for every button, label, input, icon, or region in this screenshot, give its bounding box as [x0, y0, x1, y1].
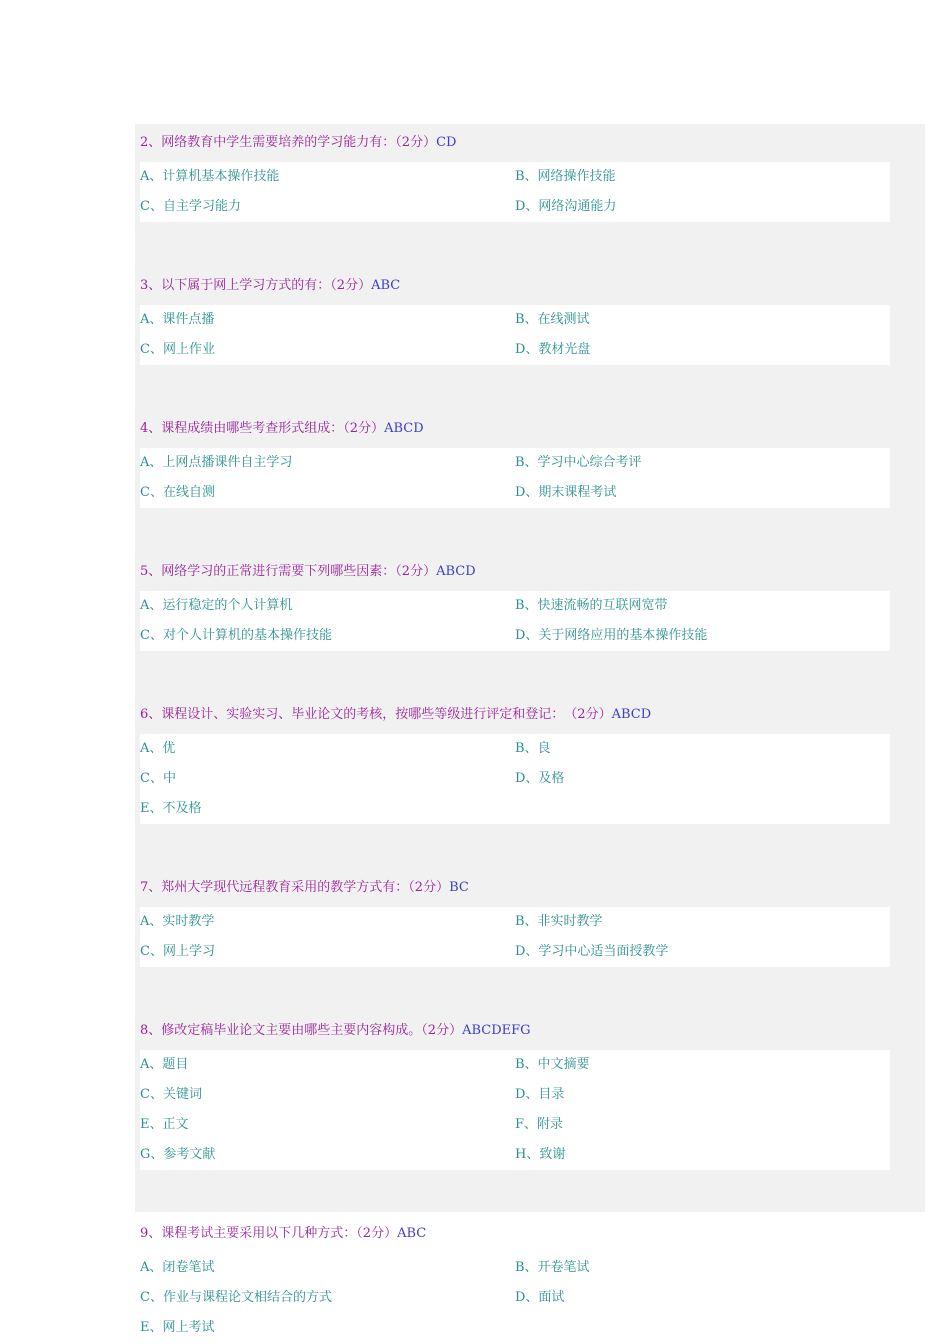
option-d[interactable]: D、期末课程考试 [515, 485, 617, 500]
option-c[interactable]: C、网上作业 [140, 342, 215, 357]
option-b[interactable]: B、开卷笔试 [515, 1260, 590, 1275]
options-grid [140, 305, 890, 365]
option-c[interactable]: C、关键词 [140, 1087, 202, 1102]
option-f[interactable]: F、附录 [515, 1117, 564, 1132]
question-number: 8、 [140, 1023, 162, 1038]
question-block [140, 553, 890, 651]
question-block [140, 869, 890, 967]
option-a[interactable]: A、运行稳定的个人计算机 [140, 598, 293, 613]
option-c[interactable]: C、网上学习 [140, 944, 215, 959]
option-b[interactable]: B、网络操作技能 [515, 169, 616, 184]
question-score: （2分） [395, 135, 437, 150]
question-text: 以下属于网上学习方式的有： [161, 278, 331, 293]
option-d[interactable]: D、学习中心适当面授教学 [515, 944, 669, 959]
option-e[interactable]: E、正文 [140, 1117, 189, 1132]
question-title [140, 267, 890, 305]
question-score: （2分） [570, 707, 612, 722]
options-grid [140, 907, 890, 967]
question-score: （2分） [356, 1226, 398, 1241]
option-b[interactable]: B、在线测试 [515, 312, 590, 327]
option-c[interactable]: C、在线自测 [140, 485, 215, 500]
option-a[interactable]: A、实时教学 [140, 914, 215, 929]
option-g[interactable]: G、参考文献 [140, 1147, 216, 1162]
question-title [140, 1215, 890, 1253]
question-number: 6、 [140, 707, 162, 722]
spacer [135, 651, 925, 696]
question-score: （2分） [421, 1023, 463, 1038]
option-d[interactable]: D、关于网络应用的基本操作技能 [515, 628, 708, 643]
question-text: 课程成绩由哪些考查形式组成： [161, 421, 344, 436]
question-text: 修改定稿毕业论文主要由哪些主要内容构成。 [161, 1023, 422, 1038]
options-grid [140, 591, 890, 651]
question-answer: BC [449, 880, 469, 895]
question-text: 课程考试主要采用以下几种方式： [161, 1226, 357, 1241]
option-d[interactable]: D、及格 [515, 771, 565, 786]
option-a[interactable]: A、题目 [140, 1057, 189, 1072]
question-number: 4、 [140, 421, 162, 436]
question-score: （2分） [343, 421, 385, 436]
option-c[interactable]: C、中 [140, 771, 176, 786]
option-a[interactable]: A、优 [140, 741, 176, 756]
question-answer: ABCD [384, 421, 424, 436]
option-c[interactable]: C、作业与课程论文相结合的方式 [140, 1290, 332, 1305]
question-block [140, 410, 890, 508]
spacer [135, 508, 925, 553]
question-text: 网络教育中学生需要培养的学习能力有： [161, 135, 396, 150]
question-title [140, 124, 890, 162]
question-block [140, 267, 890, 365]
question-answer: ABCD [611, 707, 652, 722]
spacer [135, 222, 925, 267]
question-title [140, 553, 890, 591]
options-grid [140, 734, 890, 824]
options-grid [140, 448, 890, 508]
question-title [140, 869, 890, 907]
spacer [135, 967, 925, 1012]
option-b[interactable]: B、中文摘要 [515, 1057, 590, 1072]
option-empty [515, 794, 890, 824]
option-d[interactable]: D、目录 [515, 1087, 565, 1102]
option-e[interactable]: E、网上考试 [140, 1320, 215, 1335]
question-score: （2分） [408, 880, 450, 895]
option-d[interactable]: D、网络沟通能力 [515, 199, 617, 214]
question-block [140, 696, 890, 824]
spacer [135, 1170, 925, 1215]
option-a[interactable]: A、课件点播 [140, 312, 215, 327]
question-answer: ABC [371, 278, 401, 293]
question-block [140, 1012, 890, 1170]
options-grid [140, 1253, 890, 1343]
spacer [135, 365, 925, 410]
question-number: 2、 [140, 135, 162, 150]
option-d[interactable]: D、面试 [515, 1290, 565, 1305]
option-a[interactable]: A、计算机基本操作技能 [140, 169, 280, 184]
option-e[interactable]: E、不及格 [140, 801, 202, 816]
option-a[interactable]: A、闭卷笔试 [140, 1260, 215, 1275]
question-text: 网络学习的正常进行需要下列哪些因素： [161, 564, 396, 579]
question-title [140, 696, 890, 734]
option-b[interactable]: B、快速流畅的互联网宽带 [515, 598, 668, 613]
option-d[interactable]: D、教材光盘 [515, 342, 591, 357]
question-number: 5、 [140, 564, 162, 579]
option-c[interactable]: C、自主学习能力 [140, 199, 241, 214]
question-score: （2分） [395, 564, 437, 579]
question-score: （2分） [330, 278, 372, 293]
question-number: 9、 [140, 1226, 162, 1241]
question-answer: ABCD [436, 564, 476, 579]
option-c[interactable]: C、对个人计算机的基本操作技能 [140, 628, 332, 643]
option-empty [515, 1313, 890, 1343]
option-b[interactable]: B、良 [515, 741, 551, 756]
question-block [140, 124, 890, 222]
question-text: 课程设计、实验实习、毕业论文的考核，按哪些等级进行评定和登记： [161, 707, 571, 722]
question-block [140, 1215, 890, 1343]
spacer [135, 824, 925, 869]
question-answer: ABC [397, 1226, 427, 1241]
option-a[interactable]: A、上网点播课件自主学习 [140, 455, 293, 470]
option-h[interactable]: H、致谢 [515, 1147, 566, 1162]
options-grid [140, 1050, 890, 1170]
question-number: 7、 [140, 880, 162, 895]
options-grid [140, 162, 890, 222]
question-panel [135, 124, 925, 1335]
question-title [140, 410, 890, 448]
question-answer: CD [436, 135, 457, 150]
question-answer: ABCDEFG [462, 1023, 531, 1038]
question-title [140, 1012, 890, 1050]
option-b[interactable]: B、学习中心综合考评 [515, 455, 642, 470]
option-b[interactable]: B、非实时教学 [515, 914, 603, 929]
question-text: 郑州大学现代远程教育采用的教学方式有： [161, 880, 409, 895]
question-number: 3、 [140, 278, 162, 293]
